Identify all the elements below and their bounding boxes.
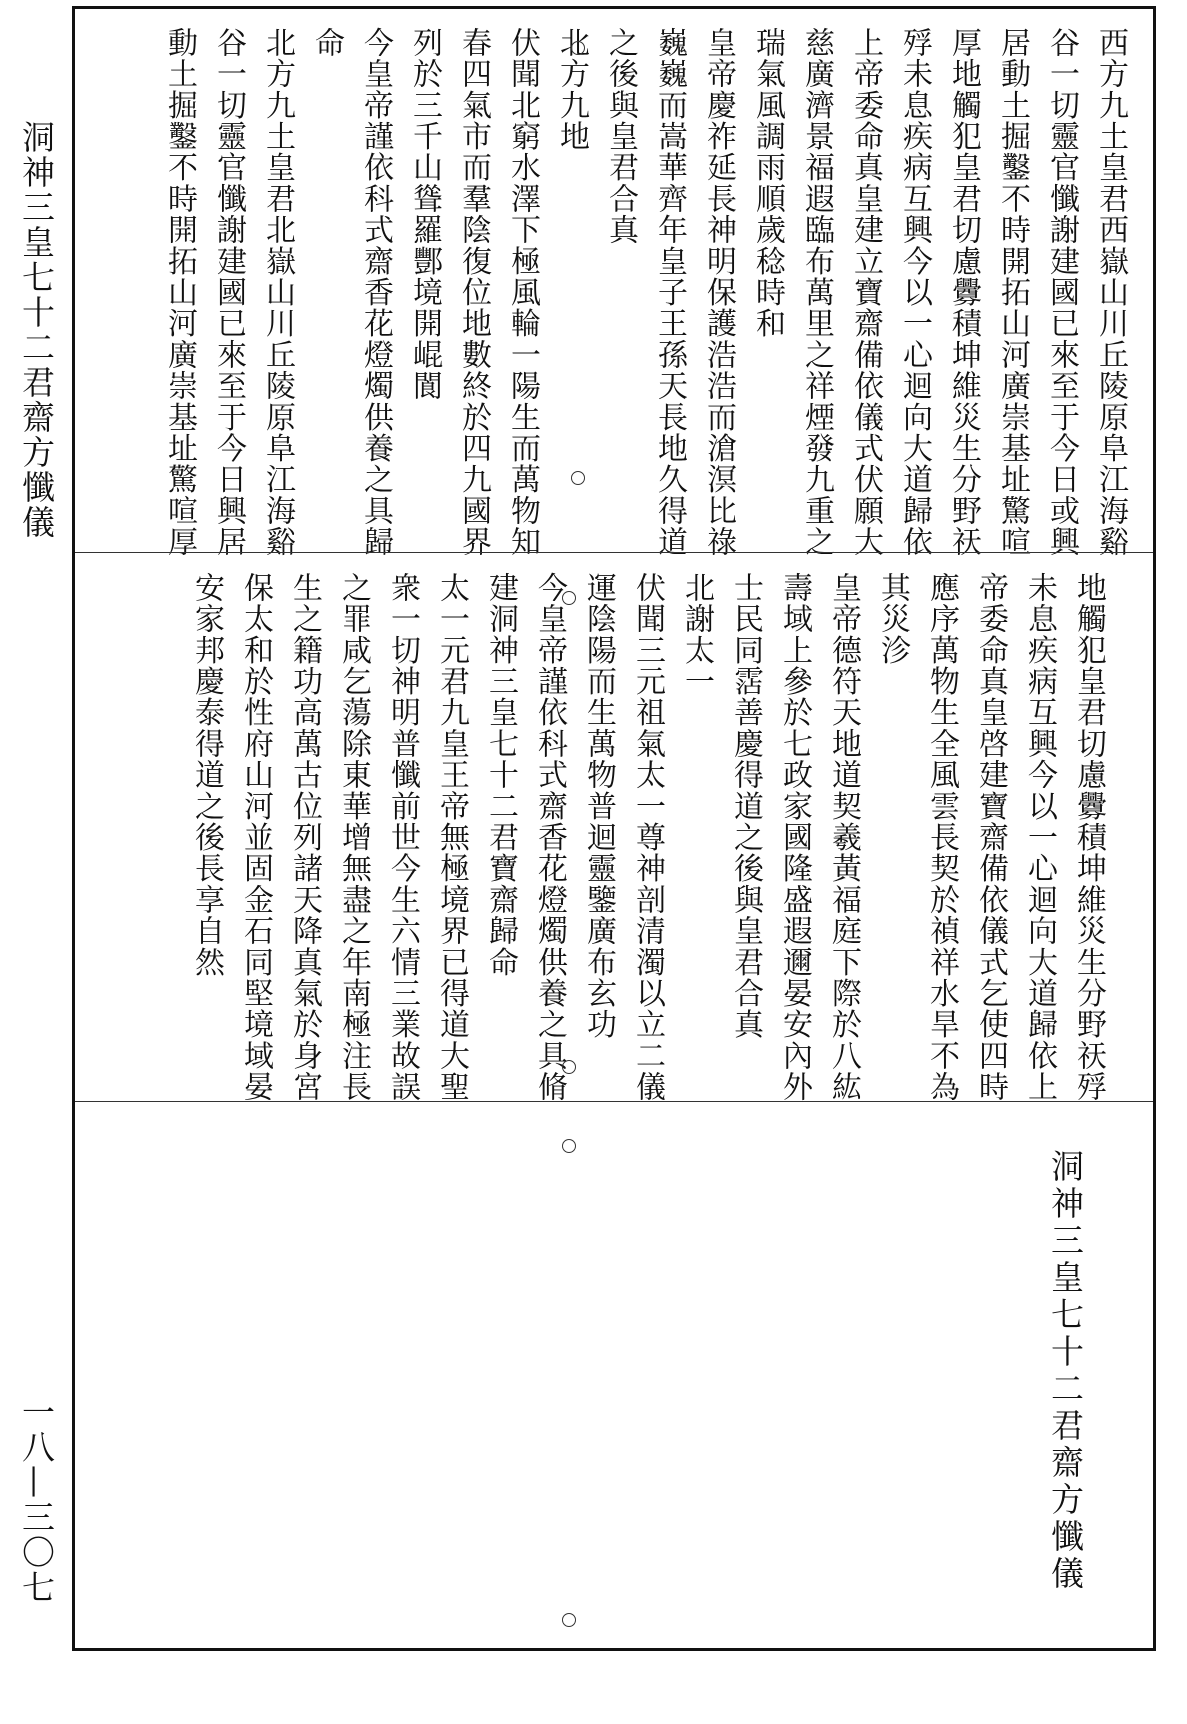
text-column: 慈廣濟景福遐臨布萬里之祥煙發九重之: [799, 27, 834, 558]
text-column: 居動土掘鑿不時開拓山河廣崇基址驚喧: [995, 27, 1030, 558]
text-column: 巍巍而嵩華齊年皇子王孫天長地久得道: [652, 27, 687, 558]
punctuation-circle: [571, 471, 585, 485]
register-divider: [75, 1101, 1153, 1102]
text-column: 北方九地: [554, 27, 589, 152]
text-column: 動土掘鑿不時開拓山河廣崇基址驚喧厚: [162, 27, 197, 558]
text-column: 之後與皇君合真: [603, 27, 638, 246]
text-column: 谷一切靈官懺謝建國已來至于今日或興: [1044, 27, 1079, 558]
text-column: 壽域上參於七政家國隆盛遐邇晏安內外: [777, 572, 812, 1103]
text-column: 春四氣市而羣陰復位地數終於四九國界: [456, 27, 491, 558]
text-column: 伏聞三元祖氣太一尊神剖清濁以立二儀: [630, 572, 665, 1103]
text-columns-top: [75, 9, 1153, 558]
text-column: 伏聞北窮水澤下極風輪一陽生而萬物知: [505, 27, 540, 558]
text-column: 北方九土皇君北嶽山川丘陵原阜江海谿: [260, 27, 295, 558]
text-column: 運陰陽而生萬物普迴靈鑒廣布玄功: [581, 572, 616, 1040]
text-column: 今皇帝謹依科式齋香花燈燭供養之具歸: [358, 27, 393, 558]
text-column: 地觸犯皇君切慮釁積坤維災生分野祆殍: [1071, 572, 1106, 1103]
text-column: 未息疾病互興今以一心迴向大道歸依上: [1022, 572, 1057, 1103]
text-column: 太一元君九皇王帝無極境界已得道大聖: [434, 572, 469, 1103]
text-column: 西方九土皇君西嶽山川丘陵原阜江海谿: [1093, 27, 1128, 558]
punctuation-circle: [562, 1139, 576, 1153]
text-column: 谷一切靈官懺謝建國已來至于今日興居: [211, 27, 246, 558]
text-column: 建洞神三皇七十二君寶齋歸命: [483, 572, 518, 978]
text-column: 衆一切神明普懺前世今生六情三業故誤: [385, 572, 420, 1103]
margin-page-number: 一八—三〇七: [17, 1395, 56, 1605]
text-column: 北謝太一: [679, 572, 714, 697]
text-column: 其災沴: [875, 572, 910, 666]
text-column: 皇帝德符天地道契羲黃福庭下際於八紘: [826, 572, 861, 1103]
text-column: 列於三千山聳羅酆境開崐閬: [407, 27, 442, 402]
punctuation-circle: [562, 591, 576, 605]
text-column: 生之籍功高萬古位列諸天降真氣於身宮: [287, 572, 322, 1103]
text-column: 士民同霑善慶得道之後與皇君合真: [728, 572, 763, 1040]
text-column: 保太和於性府山河並固金石同堅境域晏: [238, 572, 273, 1103]
text-column: 之罪咸乞蕩除東華增無盡之年南極注長: [336, 572, 371, 1103]
register-middle: [75, 554, 1153, 1101]
register-bottom-title: 洞神三皇七十二君齋方懺儀: [1046, 1149, 1085, 1593]
text-column: 帝委命真皇啓建寶齋備依儀式乞使四時: [973, 572, 1008, 1103]
text-column: 命: [309, 27, 344, 59]
text-column: 安家邦慶泰得道之後長享自然: [189, 572, 224, 978]
text-column: 皇帝慶祚延長神明保護浩浩而滄溟比祿: [701, 27, 736, 558]
register-top: [75, 9, 1153, 558]
text-column: 今皇帝謹依科式齋香花燈燭供養之具脩: [532, 572, 567, 1103]
text-column: 上帝委命真皇建立寶齋備依儀式伏願大: [848, 27, 883, 558]
text-column: 厚地觸犯皇君切慮釁積坤維災生分野祆: [946, 27, 981, 558]
page-frame: [72, 6, 1156, 1651]
punctuation-circle: [562, 1060, 576, 1074]
text-columns-middle: [75, 554, 1153, 1101]
margin-title: 洞神三皇七十二君齋方懺儀: [17, 120, 56, 540]
punctuation-circle: [562, 1613, 576, 1627]
register-divider: [75, 552, 1153, 553]
text-column: 瑞氣風調雨順歲稔時和: [750, 27, 785, 339]
text-column: 應序萬物生全風雲長契於禎祥水旱不為: [924, 572, 959, 1103]
punctuation-circle: [571, 41, 585, 55]
text-column: 殍未息疾病互興今以一心迴向大道歸依: [897, 27, 932, 558]
